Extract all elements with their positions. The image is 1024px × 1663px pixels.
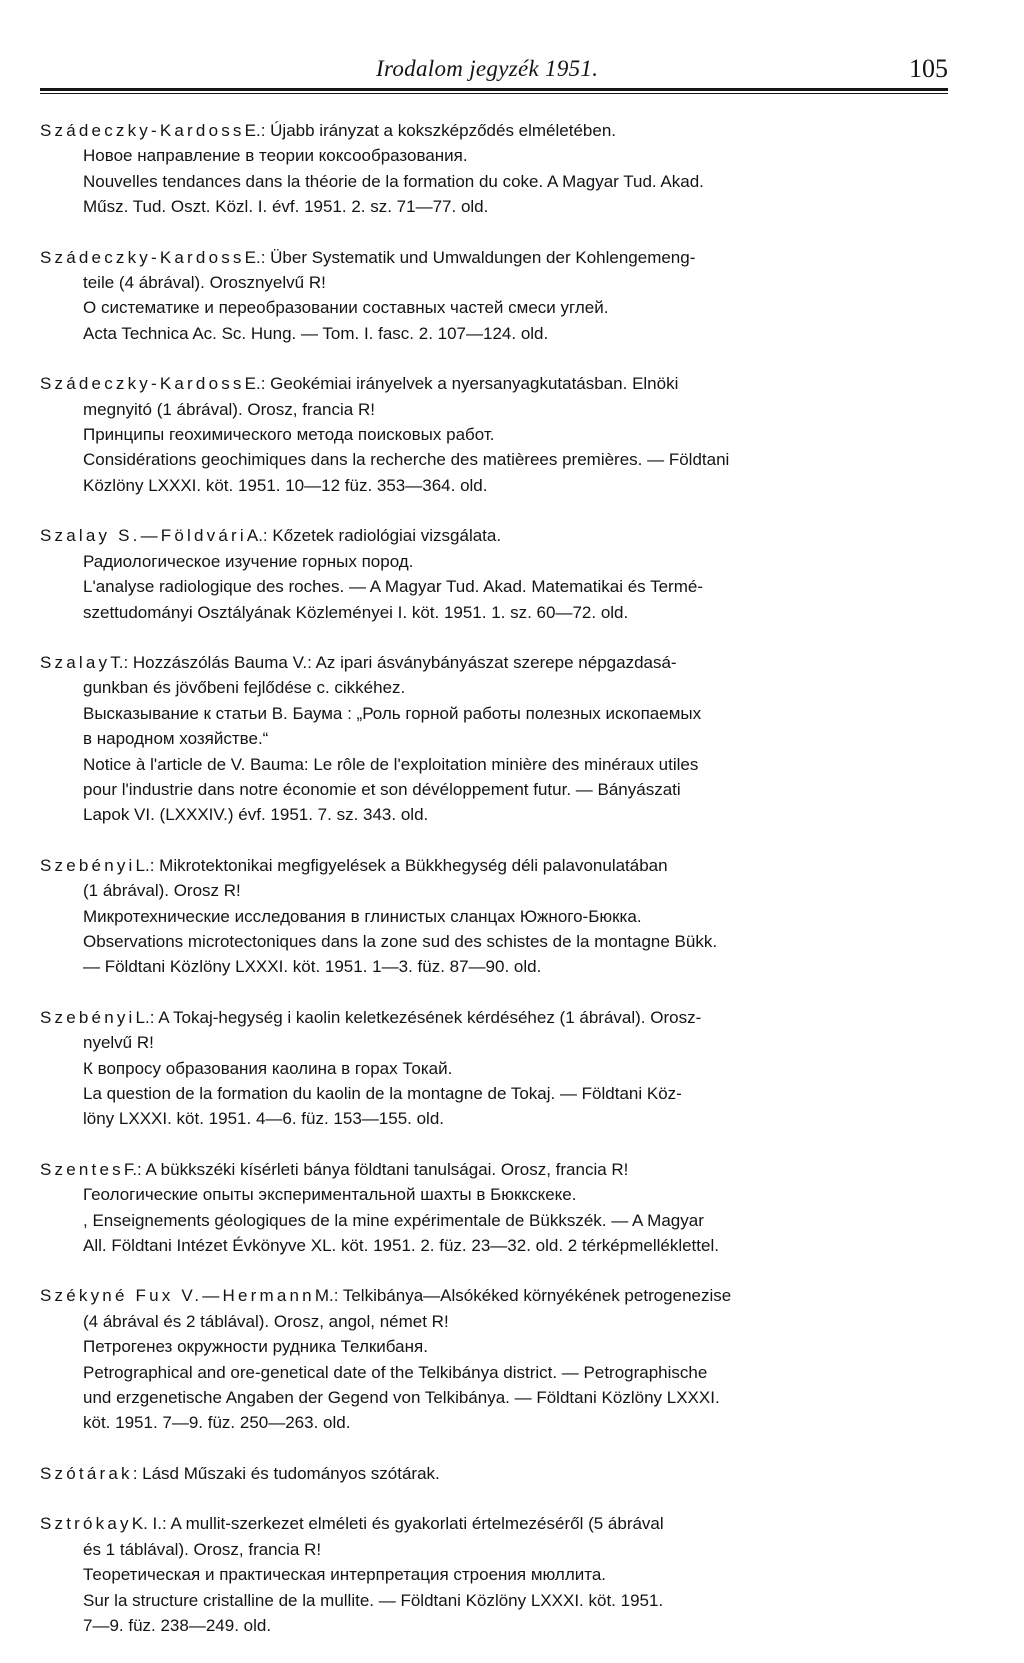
- bibliography-entry: [40, 523, 950, 625]
- entry-text: pour l'industrie dans notre économie et son dévéloppement futur. — Bányászati: [83, 779, 681, 799]
- entry-line: [40, 701, 950, 726]
- bibliography-entry: [40, 650, 950, 828]
- entry-line: [40, 1360, 950, 1385]
- entry-text: és 1 táblával). Orosz, francia R!: [83, 1539, 322, 1559]
- entry-line: [40, 574, 950, 599]
- entry-text: megnyitó (1 ábrával). Orosz, francia R!: [83, 399, 375, 419]
- entry-text: Lapok VI. (LXXXIV.) évf. 1951. 7. sz. 343. old.: [83, 805, 429, 825]
- entry-text: , Enseignements géologiques de la mine expérimentale de Bükkszék. — A Magyar: [83, 1210, 704, 1230]
- entry-line: [40, 270, 950, 295]
- entry-text: Notice à l'article de V. Bauma: Le rôle de l'exploitation minière des minéraux utiles: [83, 754, 699, 774]
- entry-text: M.: Telkibánya—Alsókéked környékének petrogenezise: [314, 1286, 732, 1306]
- entry-text: Новое направление в теории коксообразования.: [83, 146, 468, 166]
- entry-line: [40, 1334, 950, 1359]
- entry-text: L'analyse radiologique des roches. — A Magyar Tud. Akad. Matematikai és Termé-: [83, 577, 703, 597]
- entry-first-line: [40, 245, 950, 270]
- header-rule-thin: [40, 93, 948, 94]
- entry-line: [40, 726, 950, 751]
- entry-author: Szentes: [40, 1159, 124, 1179]
- entry-text: Nouvelles tendances dans la théorie de la formation du coke. A Magyar Tud. Akad.: [83, 171, 704, 191]
- entry-text: und erzgenetische Angaben der Gegend von Telkibánya. — Földtani Közlöny LXXXI.: [83, 1388, 720, 1408]
- entry-line: [40, 143, 950, 168]
- entry-line: [40, 422, 950, 447]
- entry-line: [40, 1613, 950, 1638]
- entry-line: [40, 194, 950, 219]
- entry-line: [40, 1385, 950, 1410]
- header-rule: [40, 88, 948, 91]
- entry-author: Szalay S.—Földvári: [40, 526, 247, 546]
- entry-line: [40, 397, 950, 422]
- entry-line: [40, 802, 950, 827]
- entry-line: [40, 954, 950, 979]
- entry-text: Петрогенез окружности рудника Телкибаня.: [83, 1337, 428, 1357]
- entry-text: в народном хозяйстве.“: [83, 729, 269, 749]
- bibliography-entry: [40, 118, 950, 220]
- entry-line: [40, 549, 950, 574]
- entry-author: Szebényi: [40, 1007, 136, 1027]
- entry-line: [40, 1537, 950, 1562]
- page-number: 105: [909, 54, 948, 83]
- entry-text: teile (4 ábrával). Orosznyelvű R!: [83, 273, 326, 293]
- entry-text: 7—9. füz. 238—249. old.: [83, 1615, 272, 1635]
- entry-text: All. Földtani Intézet Évkönyve XL. köt. 1951. 2. füz. 23—32. old. 2 térképmelléklettel.: [83, 1236, 719, 1256]
- entry-line: [40, 878, 950, 903]
- bibliography-entry: [40, 1511, 950, 1638]
- entry-first-line: [40, 1511, 950, 1536]
- bibliography-entry: [40, 1461, 950, 1486]
- bibliography-list: [40, 118, 950, 1663]
- entry-text: Теоретическая и практическая интерпретация строения мюллита.: [83, 1565, 607, 1585]
- entry-text: köt. 1951. 7—9. füz. 250—263. old.: [83, 1413, 351, 1433]
- entry-text: Petrographical and ore-genetical date of the Telkibánya district. — Petrographische: [83, 1362, 708, 1382]
- entry-line: [40, 600, 950, 625]
- entry-line: [40, 321, 950, 346]
- entry-text: E.: Geokémiai irányelvek a nyersanyagkutatásban. Elnöki: [244, 374, 679, 394]
- entry-line: [40, 929, 950, 954]
- entry-first-line: [40, 523, 950, 548]
- entry-first-line: [40, 371, 950, 396]
- bibliography-entry: [40, 1157, 950, 1259]
- entry-text: T.: Hozzászólás Bauma V.: Az ipari ásványbányászat szerepe népgazdasá-: [110, 652, 677, 672]
- entry-text: О систематике и переобразовании составных частей смеси углей.: [83, 298, 609, 318]
- entry-line: [40, 473, 950, 498]
- entry-line: [40, 1030, 950, 1055]
- entry-author: Szebényi: [40, 855, 136, 875]
- entry-text: Высказывание к статьи В. Баума : „Роль горной работы полезных ископаемых: [83, 703, 702, 723]
- entry-line: [40, 295, 950, 320]
- bibliography-entry: [40, 1283, 950, 1435]
- entry-text: Микротехнические исследования в глинистых сланцах Южного-Бюкка.: [83, 906, 642, 926]
- entry-line: [40, 675, 950, 700]
- entry-first-line: [40, 1157, 950, 1182]
- entry-text: szettudományi Osztályának Közleményei I. köt. 1951. 1. sz. 60—72. old.: [83, 602, 629, 622]
- entry-text: Радиологическое изучение горных пород.: [83, 551, 414, 571]
- entry-text: Observations microtectoniques dans la zone sud des schistes de la montagne Bükk.: [83, 931, 718, 951]
- entry-author: Szádeczky-Kardoss: [40, 374, 245, 394]
- entry-line: [40, 447, 950, 472]
- entry-text: Принципы геохимического метода поисковых работ.: [83, 425, 495, 445]
- entry-first-line: [40, 118, 950, 143]
- bibliography-entry: [40, 245, 950, 347]
- entry-text: A.: Kőzetek radiológiai vizsgálata.: [246, 526, 502, 546]
- entry-text: F.: A bükkszéki kísérleti bánya földtani tanulságai. Orosz, francia R!: [123, 1159, 629, 1179]
- entry-text: E.: Über Systematik und Umwaldungen der Kohlengemeng-: [244, 247, 696, 267]
- entry-line: [40, 1309, 950, 1334]
- entry-line: [40, 169, 950, 194]
- entry-text: Considérations geochimiques dans la recherche des matièrees premières. — Földtani: [83, 450, 730, 470]
- entry-text: Acta Technica Ac. Sc. Hung. — Tom. I. fasc. 2. 107—124. old.: [83, 323, 549, 343]
- entry-first-line: [40, 1461, 950, 1486]
- entry-text: (1 ábrával). Orosz R!: [83, 881, 241, 901]
- entry-text: — Földtani Közlöny LXXXI. köt. 1951. 1—3. füz. 87—90. old.: [83, 957, 542, 977]
- entry-line: [40, 1208, 950, 1233]
- entry-text: Műsz. Tud. Oszt. Közl. I. évf. 1951. 2. sz. 71—77. old.: [83, 197, 489, 217]
- entry-text: Sur la structure cristalline de la mullite. — Földtani Közlöny LXXXI. köt. 1951.: [83, 1590, 664, 1610]
- bibliography-entry: [40, 1005, 950, 1132]
- entry-first-line: [40, 853, 950, 878]
- entry-text: L.: A Tokaj-hegység i kaolin keletkezésének kérdéséhez (1 ábrával). Orosz-: [135, 1007, 702, 1027]
- entry-first-line: [40, 1005, 950, 1030]
- entry-text: L.: Mikrotektonikai megfigyelések a Bükkhegység déli palavonulatában: [135, 855, 668, 875]
- entry-text: La question de la formation du kaolin de la montagne de Tokaj. — Földtani Köz-: [83, 1084, 682, 1103]
- entry-text: löny LXXXI. köt. 1951. 4—6. füz. 153—155. old.: [83, 1109, 445, 1129]
- entry-line: [40, 752, 950, 777]
- entry-author: Szalay: [40, 652, 111, 672]
- entry-line: [40, 1588, 950, 1613]
- running-title: Irodalom jegyzék 1951.: [376, 56, 599, 81]
- page-header: [40, 56, 948, 92]
- entry-line: [40, 777, 950, 802]
- entry-text: (4 ábrával és 2 táblával). Orosz, angol, német R!: [83, 1311, 449, 1331]
- entry-line: [40, 1056, 950, 1081]
- entry-line: [40, 1081, 950, 1106]
- entry-first-line: [40, 650, 950, 675]
- bibliography-entry: [40, 371, 950, 498]
- entry-author: Szádeczky-Kardoss: [40, 247, 245, 267]
- entry-text: gunkban és jövőbeni fejlődése c. cikkéhez.: [83, 678, 406, 698]
- entry-line: [40, 1562, 950, 1587]
- entry-line: [40, 1410, 950, 1435]
- entry-author: Sztrókay: [40, 1514, 132, 1534]
- entry-text: Геологические опыты экспериментальной шахты в Бюккскеке.: [83, 1185, 577, 1205]
- entry-text: : Lásd Műszaki és tudományos szótárak.: [132, 1463, 440, 1483]
- entry-text: K. I.: A mullit-szerkezet elméleti és gyakorlati értelmezéséről (5 ábrával: [131, 1514, 664, 1534]
- entry-text: К вопросу образования каолина в горах Токай.: [83, 1058, 453, 1078]
- entry-line: [40, 1106, 950, 1131]
- entry-text: nyelvű R!: [83, 1033, 154, 1053]
- entry-author: Szótárak: [40, 1463, 133, 1483]
- entry-first-line: [40, 1283, 950, 1308]
- entry-text: E.: Újabb irányzat a kokszképződés elméletében.: [244, 121, 617, 140]
- entry-author: Székyné Fux V.—Hermann: [40, 1286, 315, 1306]
- entry-author: Szádeczky-Kardoss: [40, 121, 245, 140]
- bibliography-entry: [40, 853, 950, 980]
- entry-line: [40, 904, 950, 929]
- entry-text: Közlöny LXXXI. köt. 1951. 10—12 füz. 353—364. old.: [83, 475, 488, 495]
- entry-line: [40, 1182, 950, 1207]
- entry-line: [40, 1233, 950, 1258]
